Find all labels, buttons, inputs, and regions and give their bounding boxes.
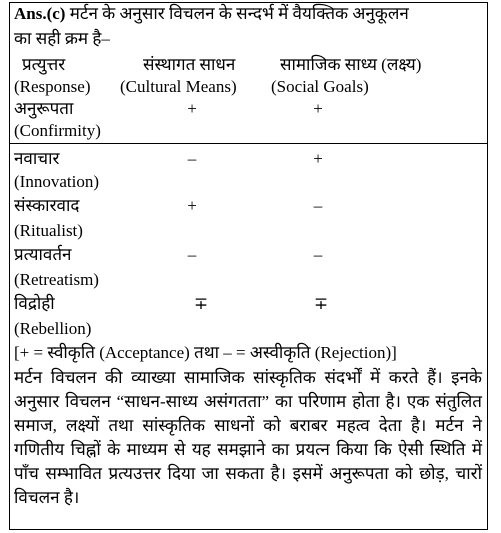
row-innovation-english: (Innovation) bbox=[14, 172, 99, 191]
header-means-english: (Cultural Means) bbox=[120, 77, 237, 96]
row-ritualist-english: (Ritualist) bbox=[14, 221, 83, 240]
row-retreatism-means: – bbox=[187, 245, 197, 264]
answer-line-2: का सही क्रम है– bbox=[14, 29, 110, 48]
row-rebellion-hindi: विद्रोही bbox=[14, 294, 55, 313]
row-confirmity-hindi: अनुरूपता bbox=[14, 99, 74, 118]
row-rebellion-means: ∓ bbox=[193, 294, 209, 313]
header-goals-hindi: सामाजिक साध्य (लक्ष्य) bbox=[280, 55, 422, 74]
explanation-paragraph: मर्टन विचलन की व्याख्या सामाजिक सांस्कृतिक संदर्भों में करते हैं। इनके अनुसार विचलन “साधन-साध्य असंगतता” का परिणाम होता है। एक संतुलित समाज, लक्ष्यों तथा सांस्कृतिक साधनों को बराबर महत्व देता है। मर्टन ने गणितीय चिह्नों के माध्यम से यह समझाने का प्रयत्न किया कि ऐसी स्थिति में पाँच सम्भावित प्रत्यउत्तर दिया जा सकता है। इसमें अनुरूपता को छोड़, चारों विचलन है। bbox=[14, 368, 482, 507]
row-ritualist-means: + bbox=[187, 196, 197, 215]
answer-line-1 bbox=[14, 4, 409, 24]
row-rebellion-goals: ∓ bbox=[313, 294, 329, 313]
row-retreatism-goals: – bbox=[313, 245, 323, 264]
legend-note: [+ = स्वीकृति (Acceptance) तथा – = अस्वीकृति (Rejection)] bbox=[14, 343, 397, 362]
row-innovation-goals: + bbox=[313, 149, 323, 168]
header-response-hindi: प्रत्युत्तर bbox=[22, 55, 66, 74]
answer-intro: मर्टन के अनुसार विचलन के सन्दर्भ में वैयक्तिक अनुकूलन bbox=[69, 4, 409, 23]
row-retreatism-english: (Retreatism) bbox=[14, 270, 99, 289]
header-goals-english: (Social Goals) bbox=[271, 77, 369, 96]
row-innovation-hindi: नवाचार bbox=[14, 149, 60, 168]
row-ritualist-hindi: संस्कारवाद bbox=[14, 196, 80, 215]
row-rebellion-english: (Rebellion) bbox=[14, 319, 92, 338]
row-confirmity-goals: + bbox=[313, 99, 323, 118]
answer-label: Ans.(c) bbox=[14, 4, 66, 23]
row-confirmity-means: + bbox=[187, 99, 197, 118]
row-confirmity-english: (Confirmity) bbox=[14, 121, 101, 140]
table-divider bbox=[9, 143, 488, 144]
row-ritualist-goals: – bbox=[313, 196, 323, 215]
header-response-english: (Response) bbox=[14, 77, 91, 96]
header-means-hindi: संस्थागत साधन bbox=[143, 55, 236, 74]
row-innovation-means: – bbox=[187, 149, 197, 168]
row-retreatism-hindi: प्रत्यावर्तन bbox=[14, 245, 72, 264]
